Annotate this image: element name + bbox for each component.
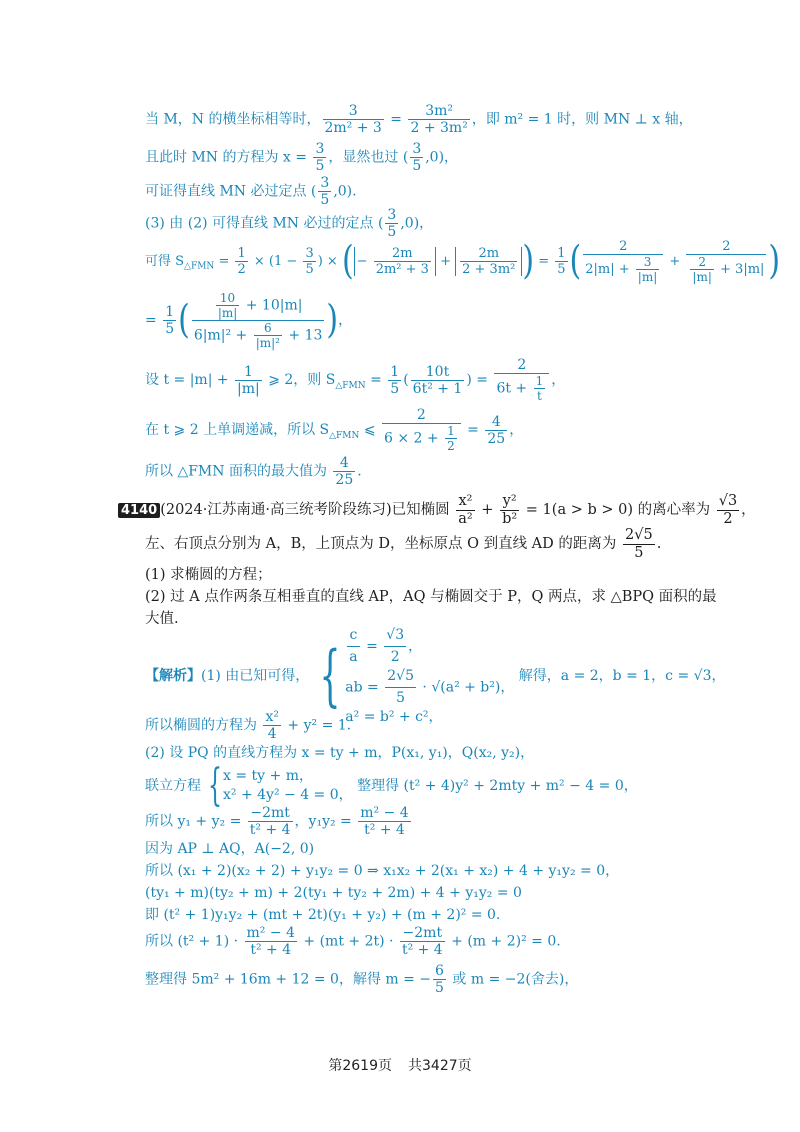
- solution-line-3: 可证得直线 MN 必过定点 ( $\frac{3}{5}$ ,0).: [145, 175, 357, 208]
- fraction: $\frac{3}{5}$: [315, 141, 325, 174]
- solution-line-4: (3) 由 (2) 可得直线 MN 必过的定点 ( $\frac{3}{5}$ ,0)，: [145, 207, 434, 240]
- question-2: (2) 过 A 点作两条互相垂直的直线 AP，AQ 与椭圆交于 P，Q 两点，求 △BPQ 面积的最: [145, 589, 717, 605]
- solution-line-2: 且此时 MN 的方程为 x = $\frac{3}{5}$ ，显然也过 ( $\frac{3}{5}$ ,0)，: [145, 141, 459, 174]
- page-number: 第2619页: [328, 1058, 392, 1074]
- fraction: $\frac{1}{5}$: [557, 246, 566, 277]
- abs-term: $\frac{2m}{\text{2 + 3m²}}$: [455, 247, 522, 276]
- analysis-line-8: (ty₁ + m)(ty₂ + m) + 2(ty₁ + ty₂ + 2m) + 4 + y₁y₂ = 0: [145, 885, 522, 901]
- page-footer: [0, 1055, 800, 1075]
- solution-line-7: 设 t = |m| + $\frac{1}{|m|}$ ⩾ 2，则 $S_{\triangle FMN}$ = $\frac{1}{5}$ ( $\frac{10t}{\text{6t² + 1}}$ ) = 2 6t + $\frac{1}{t}$ ，: [145, 357, 566, 403]
- question-1: (1) 求椭圆的方程；: [145, 567, 272, 583]
- analysis-line-5: 所以 y₁ + y₂ = $\frac{-2mt}{\text{t² + 4}}$ ，y₁y₂ = $\frac{\text{m² − 4}}{\text{t² + 4}}$: [145, 805, 409, 838]
- fraction: 2 $\frac{2}{|m|}$ + 3|m|: [686, 240, 766, 283]
- abs-term: − $\frac{2m}{\text{2m² + 3}}$: [354, 247, 436, 276]
- analysis-line-9: 即 (t² + 1)y₁y₂ + (mt + 2t)(y₁ + y₂) + (m + 2)² = 0.: [145, 907, 501, 923]
- analysis-line-3: (2) 设 PQ 的直线方程为 x = ty + m，P(x₁, y₁)，Q(x₂, y₂)，: [145, 745, 535, 761]
- equation-system: x = ty + m， x² + 4y² − 4 = 0，: [223, 768, 353, 803]
- fraction: $\frac{3}{5}$: [305, 246, 314, 277]
- problem-statement-line-1: 4140 (2024·江苏南通·高三统考阶段练习)已知椭圆 $\frac{\text{x²}}{\text{a²}}$ + $\frac{\text{y²}}{\text{b²}}$ = 1(a > b > 0) 的离心率为 $\frac{√3}{2}$ ，: [118, 494, 756, 526]
- problem-statement-line-2: 左、右顶点分别为 A，B，上顶点为 D，坐标原点 O 到直线 AD 的距离为 $\frac{2√5}{5}$ .: [145, 527, 662, 561]
- solution-line-5: 可得 $S_{\triangle FMN}$ = $\frac{1}{2}$ × (1 − $\frac{3}{5}$ ) × ( − $\frac{2m}{\text{2m² + 3}}$ + $\frac{2m}{\text{2 + 3m²}}$ ) = $\frac{1}{5}$ ( 2 2|m| + $\frac{3}{|m|}$ + 2 $\frac{2}{|m|}$ + 3|m| ): [145, 238, 781, 284]
- analysis-line-6: 因为 AP ⊥ AQ，A(−2, 0): [145, 841, 315, 857]
- fraction: $\frac{1}{5}$: [165, 304, 175, 337]
- analysis-line-10: 所以 (t² + 1) · $\frac{\text{m² − 4}}{\text{t² + 4}}$ + (mt + 2t) · $\frac{-2mt}{\text{t² + 4}}$ + (m + 2)² = 0.: [145, 925, 561, 958]
- fraction: $\frac{3}{5}$: [320, 175, 330, 208]
- fraction: $\frac{3}{5}$: [412, 141, 422, 174]
- solution-line-1: 当 M，N 的横坐标相等时， $\frac{3}{\text{2m² + 3}}$ = $\frac{\text{3m²}}{\text{2 + 3m²}}$ ，即 m² = 1 时，则 MN ⊥ x 轴，: [145, 103, 693, 136]
- equation-system: $\frac{c}{a}$ = $\frac{√3}{2}$ ， ab = $\frac{2√5}{5}$ · √(a² + b²)， a² = b² + c²，: [345, 627, 515, 725]
- solution-line-9: 所以 △FMN 面积的最大值为 $\frac{4}{25}$ .: [145, 455, 362, 488]
- analysis-line-11: 整理得 5m² + 16m + 12 = 0，解得 m = − $\frac{6}{5}$ 或 m = −2(舍去)，: [145, 963, 579, 996]
- fraction: $\frac{\text{3m²}}{\text{2 + 3m²}}$: [410, 103, 468, 136]
- fraction: $\frac{3}{5}$: [387, 207, 397, 240]
- analysis-line-7: 所以 (x₁ + 2)(x₂ + 2) + y₁y₂ = 0 ⇒ x₁x₂ + 2(x₁ + x₂) + 4 + y₁y₂ = 0，: [145, 863, 620, 879]
- total-pages: 共3427页: [408, 1058, 472, 1074]
- fraction: $\frac{1}{2}$: [237, 246, 246, 277]
- problem-number-badge: 4140: [118, 503, 160, 518]
- text: 当 M，N 的横坐标相等时，: [145, 111, 321, 128]
- analysis-tag: 【解析】: [145, 668, 201, 685]
- question-2-cont: 大值.: [145, 611, 179, 627]
- solution-line-6: = $\frac{1}{5}$ ( $\frac{10}{|m|}$ + 10|m| 6|m|² + $\frac{6}{\text{|m|²}}$ + 13 )，: [145, 291, 353, 350]
- analysis-part-1: 【解析】(1) 由已知可得， { $\frac{c}{a}$ = $\frac{√3}{2}$ ， ab = $\frac{2√5}{5}$ · √(a² + b²)， a² = b² + c²， 解得，a = 2，b = 1，c = √3，: [145, 627, 726, 725]
- analysis-line-4: 联立方程 { x = ty + m， x² + 4y² − 4 = 0， 整理得 (t² + 4)y² + 2mty + m² − 4 = 0，: [145, 760, 638, 811]
- fraction: 2 2|m| + $\frac{3}{|m|}$: [583, 240, 663, 283]
- solution-line-8: 在 t ⩾ 2 上单调递减，所以 $S_{\triangle FMN}$ ⩽ 2 6 × 2 + $\frac{1}{2}$ = $\frac{4}{25}$ ，: [145, 407, 524, 453]
- fraction: $\frac{10}{|m|}$ + 10|m| 6|m|² + $\frac{6}{\text{|m|²}}$ + 13: [193, 291, 323, 350]
- analysis-line-2: 所以椭圆的方程为 $\frac{\text{x²}}{4}$ + y² = 1.: [145, 709, 352, 742]
- fraction: $\frac{3}{\text{2m² + 3}}$: [324, 103, 382, 136]
